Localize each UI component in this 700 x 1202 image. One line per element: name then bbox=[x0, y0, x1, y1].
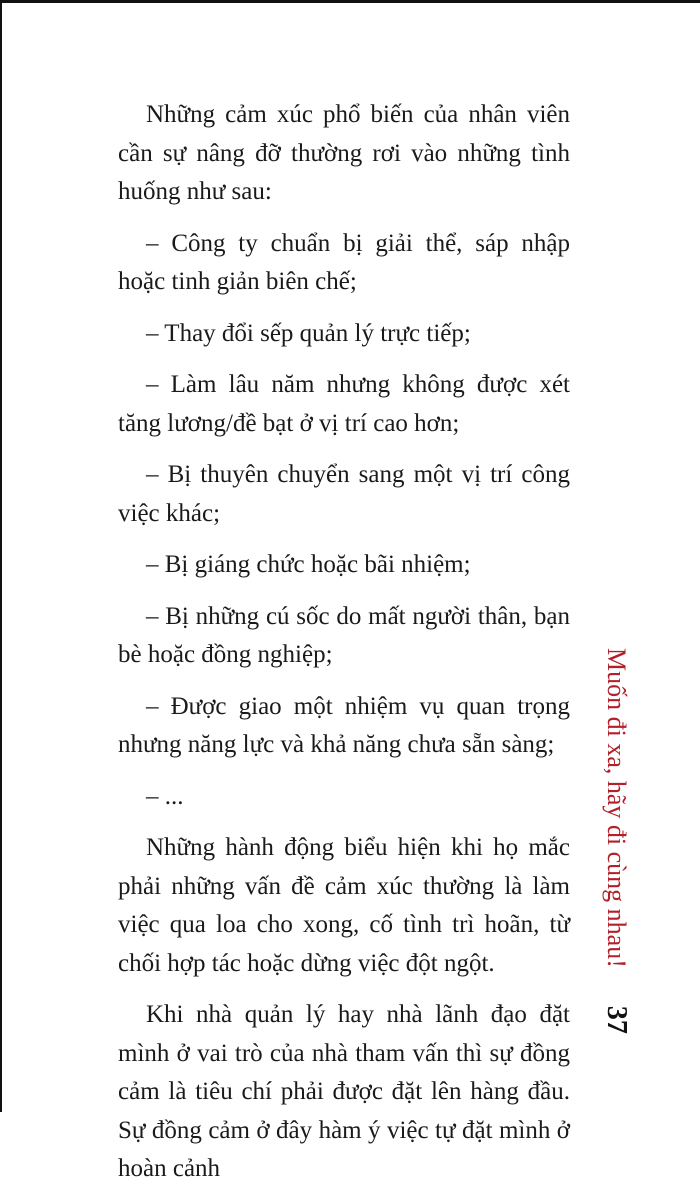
side-running-header bbox=[596, 648, 636, 1034]
list-item-demotion: – Bị giáng chức hoặc bãi nhiệm; bbox=[146, 551, 471, 578]
list-item-no-promotion: – Làm lâu năm nhưng không được xét tăng lương/đề bạt ở vị trí cao hơn; bbox=[118, 371, 570, 437]
book-title: Muốn đi xa, hãy đi cùng nhau! bbox=[602, 648, 631, 968]
page-body-text bbox=[118, 96, 570, 1202]
paragraph-intro: Những cảm xúc phổ biến của nhân viên cần sự nâng đỡ thường rơi vào những tình huống như sau: bbox=[118, 101, 570, 205]
paragraph-behaviors: Những hành động biểu hiện khi họ mắc phải những vấn đề cảm xúc thường là làm việc qua loa cho xong, cố tình trì hoãn, từ chối hợp tác hoặc dừng việc đột ngột. bbox=[118, 834, 570, 977]
list-item-loss-shock: – Bị những cú sốc do mất người thân, bạn bè hoặc đồng nghiệp; bbox=[118, 602, 570, 668]
list-item-transfer: – Bị thuyên chuyển sang một vị trí công việc khác; bbox=[118, 461, 570, 527]
list-item-manager-change: – Thay đổi sếp quản lý trực tiếp; bbox=[146, 319, 471, 347]
paragraph-empathy: Khi nhà quản lý hay nhà lãnh đạo đặt mình ở vai trò của nhà tham vấn thì sự đồng cảm là tiêu chí phải được đặt lên hàng đầu. Sự đồng cảm ở đây hàm ý việc tự đặt mình ở hoàn cảnh bbox=[118, 1001, 570, 1182]
list-item-unready-task: – Được giao một nhiệm vụ quan trọng nhưng năng lực và khả năng chưa sẵn sàng; bbox=[118, 692, 570, 758]
list-item-ellipsis: – ... bbox=[146, 782, 184, 810]
list-item-dissolution: – Công ty chuẩn bị giải thể, sáp nhập hoặc tinh giản biên chế; bbox=[118, 229, 570, 295]
left-border-line bbox=[0, 0, 2, 1112]
top-border-line bbox=[0, 0, 700, 3]
page-number: 37 bbox=[601, 1005, 632, 1034]
